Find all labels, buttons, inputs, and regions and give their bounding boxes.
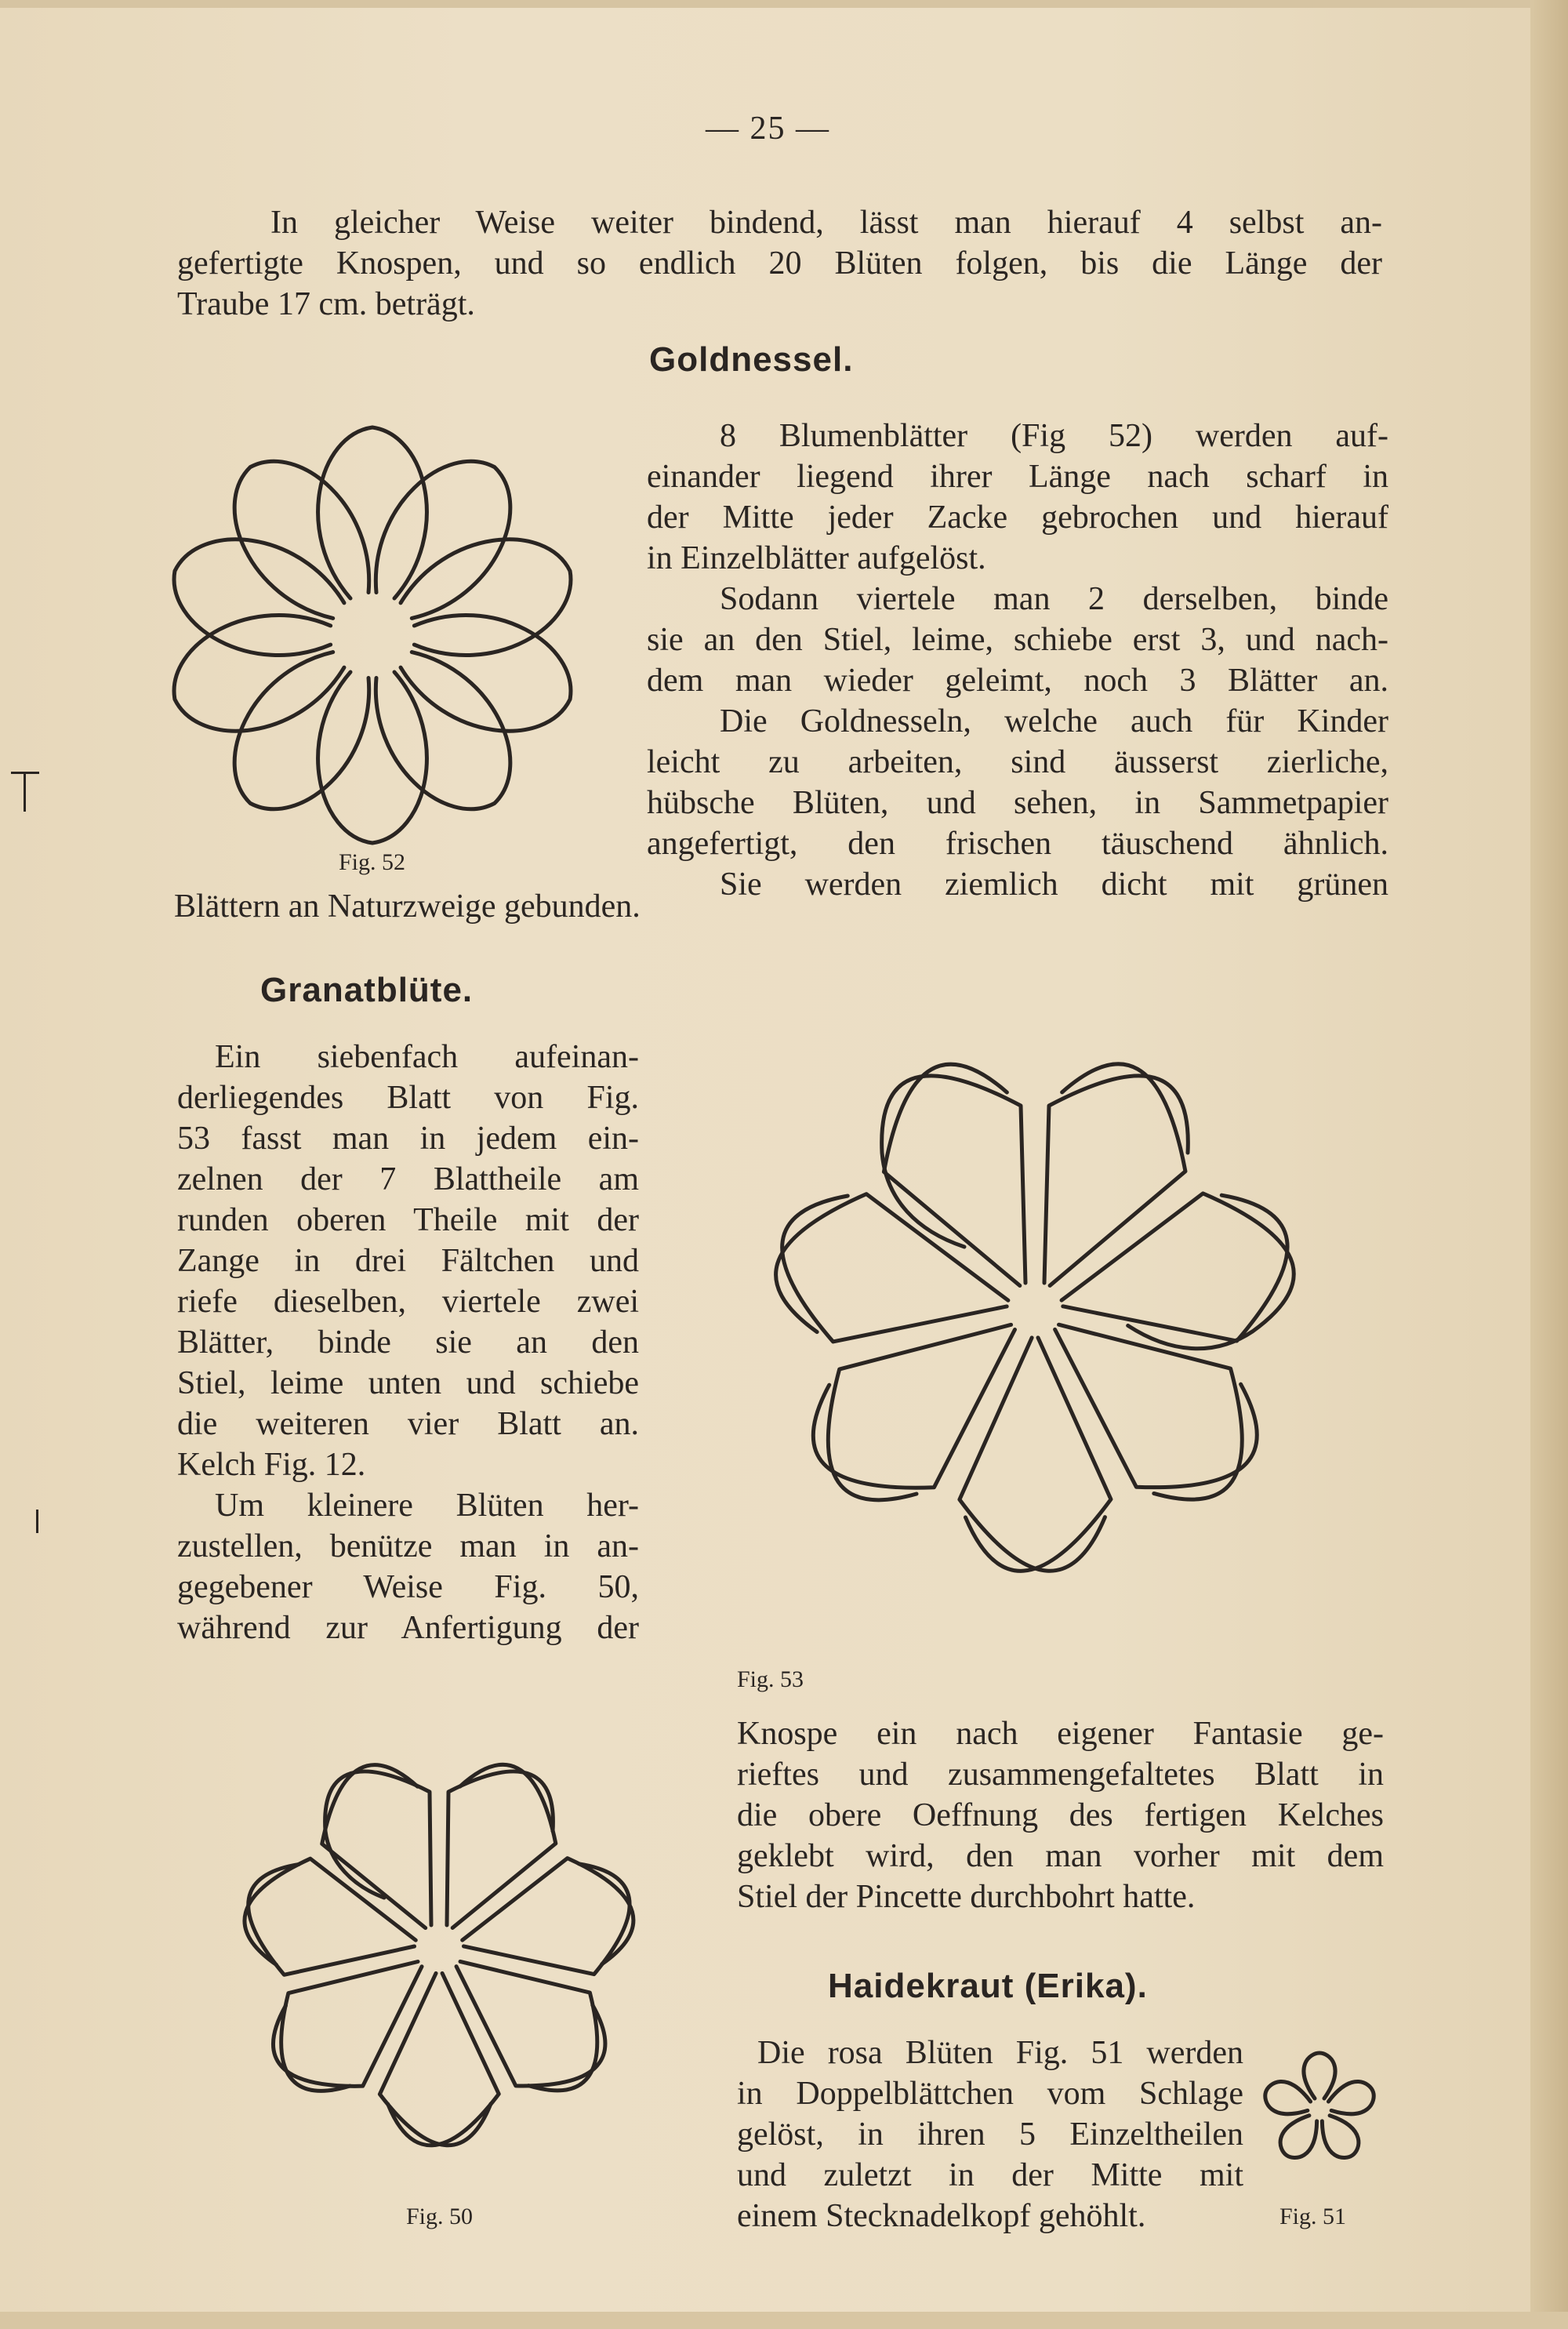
granatbluete-continued-line: die obere Oeffnung des fertigen Kelches — [737, 1797, 1384, 1833]
intro-line: gefertigte Knospen, und so endlich 20 Blüten folgen, bis die Länge der — [177, 245, 1382, 282]
granatbluete-line: zelnen der 7 Blattheile am — [177, 1161, 639, 1197]
granatbluete-continued-line: rieftes und zusammengefaltetes Blatt in — [737, 1757, 1384, 1793]
granatbluete-line: runden oberen Theile mit der — [177, 1202, 639, 1238]
goldnessel-line: Sie werden ziemlich dicht mit grünen — [720, 867, 1388, 903]
intro-line: Traube 17 cm. beträgt. — [177, 286, 475, 322]
haidekraut-heading: Haidekraut (Erika). — [828, 1967, 1148, 2005]
page-number: — 25 — — [706, 111, 830, 147]
goldnessel-line: in Einzelblätter aufgelöst. — [647, 540, 986, 576]
granatbluete-line: die weiteren vier Blatt an. — [177, 1406, 639, 1442]
haidekraut-line: Die rosa Blüten Fig. 51 werden — [757, 2035, 1243, 2071]
fig52-flower-icon — [165, 416, 580, 855]
granatbluete-continued-line: geklebt wird, den man vorher mit dem — [737, 1838, 1384, 1874]
granatbluete-heading: Granatblüte. — [260, 971, 474, 1009]
intro-line: In gleicher Weise weiter bindend, lässt man hierauf 4 selbst an- — [270, 205, 1382, 241]
granatbluete-line: Um kleinere Blüten her- — [215, 1488, 639, 1524]
fig50-flower-icon — [192, 1674, 686, 2223]
granatbluete-line: Kelch Fig. 12. — [177, 1447, 366, 1483]
granatbluete-line: riefe dieselben, viertele zwei — [177, 1284, 639, 1320]
granatbluete-line: Stiel, leime unten und schiebe — [177, 1365, 639, 1401]
goldnessel-line: sie an den Stiel, leime, schiebe erst 3, und nach- — [647, 622, 1388, 658]
goldnessel-line: leicht zu arbeiten, sind äusserst zierliche, — [647, 744, 1388, 780]
goldnessel-line: Blättern an Naturzweige gebunden. — [174, 888, 641, 925]
fig53-caption: Fig. 53 — [737, 1666, 804, 1692]
granatbluete-continued-line: Knospe ein nach eigener Fantasie ge- — [737, 1716, 1384, 1752]
goldnessel-line: angefertigt, den frischen täuschend ähnlich. — [647, 826, 1388, 862]
fig50-caption: Fig. 50 — [406, 2204, 474, 2229]
goldnessel-line: hübsche Blüten, und sehen, in Sammetpapier — [647, 785, 1388, 821]
margin-mark — [24, 772, 26, 812]
fig52-caption: Fig. 52 — [339, 849, 406, 875]
haidekraut-line: in Doppelblättchen vom Schlage — [737, 2076, 1243, 2112]
goldnessel-line: dem man wieder geleimt, noch 3 Blätter an. — [647, 663, 1388, 699]
goldnessel-line: Die Goldnesseln, welche auch für Kinder — [720, 703, 1388, 739]
goldnessel-line: der Mitte jeder Zacke gebrochen und hierauf — [647, 500, 1388, 536]
granatbluete-line: zustellen, benütze man in an- — [177, 1528, 639, 1564]
fig51-caption: Fig. 51 — [1279, 2204, 1347, 2229]
granatbluete-line: Zange in drei Fältchen und — [177, 1243, 639, 1279]
fig51-flower-icon — [1261, 2047, 1378, 2172]
granatbluete-line: Blätter, binde sie an den — [177, 1324, 639, 1361]
granatbluete-line: derliegendes Blatt von Fig. — [177, 1080, 639, 1116]
granatbluete-line: Ein siebenfach aufeinan- — [215, 1039, 639, 1075]
granatbluete-line: gegebener Weise Fig. 50, — [177, 1569, 639, 1605]
page-right-edge — [1530, 0, 1568, 2329]
haidekraut-line: und zuletzt in der Mitte mit — [737, 2157, 1243, 2193]
margin-mark — [36, 1510, 38, 1533]
page-bottom-edge — [0, 2312, 1568, 2329]
granatbluete-line: 53 fasst man in jedem ein- — [177, 1121, 639, 1157]
fig53-flower-icon — [651, 921, 1419, 1698]
haidekraut-line: gelöst, in ihren 5 Einzeltheilen — [737, 2116, 1243, 2153]
goldnessel-line: Sodann viertele man 2 derselben, binde — [720, 581, 1388, 617]
goldnessel-heading: Goldnessel. — [649, 340, 854, 379]
goldnessel-line: 8 Blumenblätter (Fig 52) werden auf- — [720, 418, 1388, 454]
page-top-edge — [0, 0, 1568, 8]
margin-mark — [11, 772, 39, 774]
goldnessel-line: einander liegend ihrer Länge nach scharf in — [647, 459, 1388, 495]
haidekraut-line: einem Stecknadelkopf gehöhlt. — [737, 2198, 1146, 2234]
granatbluete-continued-line: Stiel der Pincette durchbohrt hatte. — [737, 1879, 1196, 1915]
granatbluete-line: während zur Anfertigung der — [177, 1610, 639, 1646]
